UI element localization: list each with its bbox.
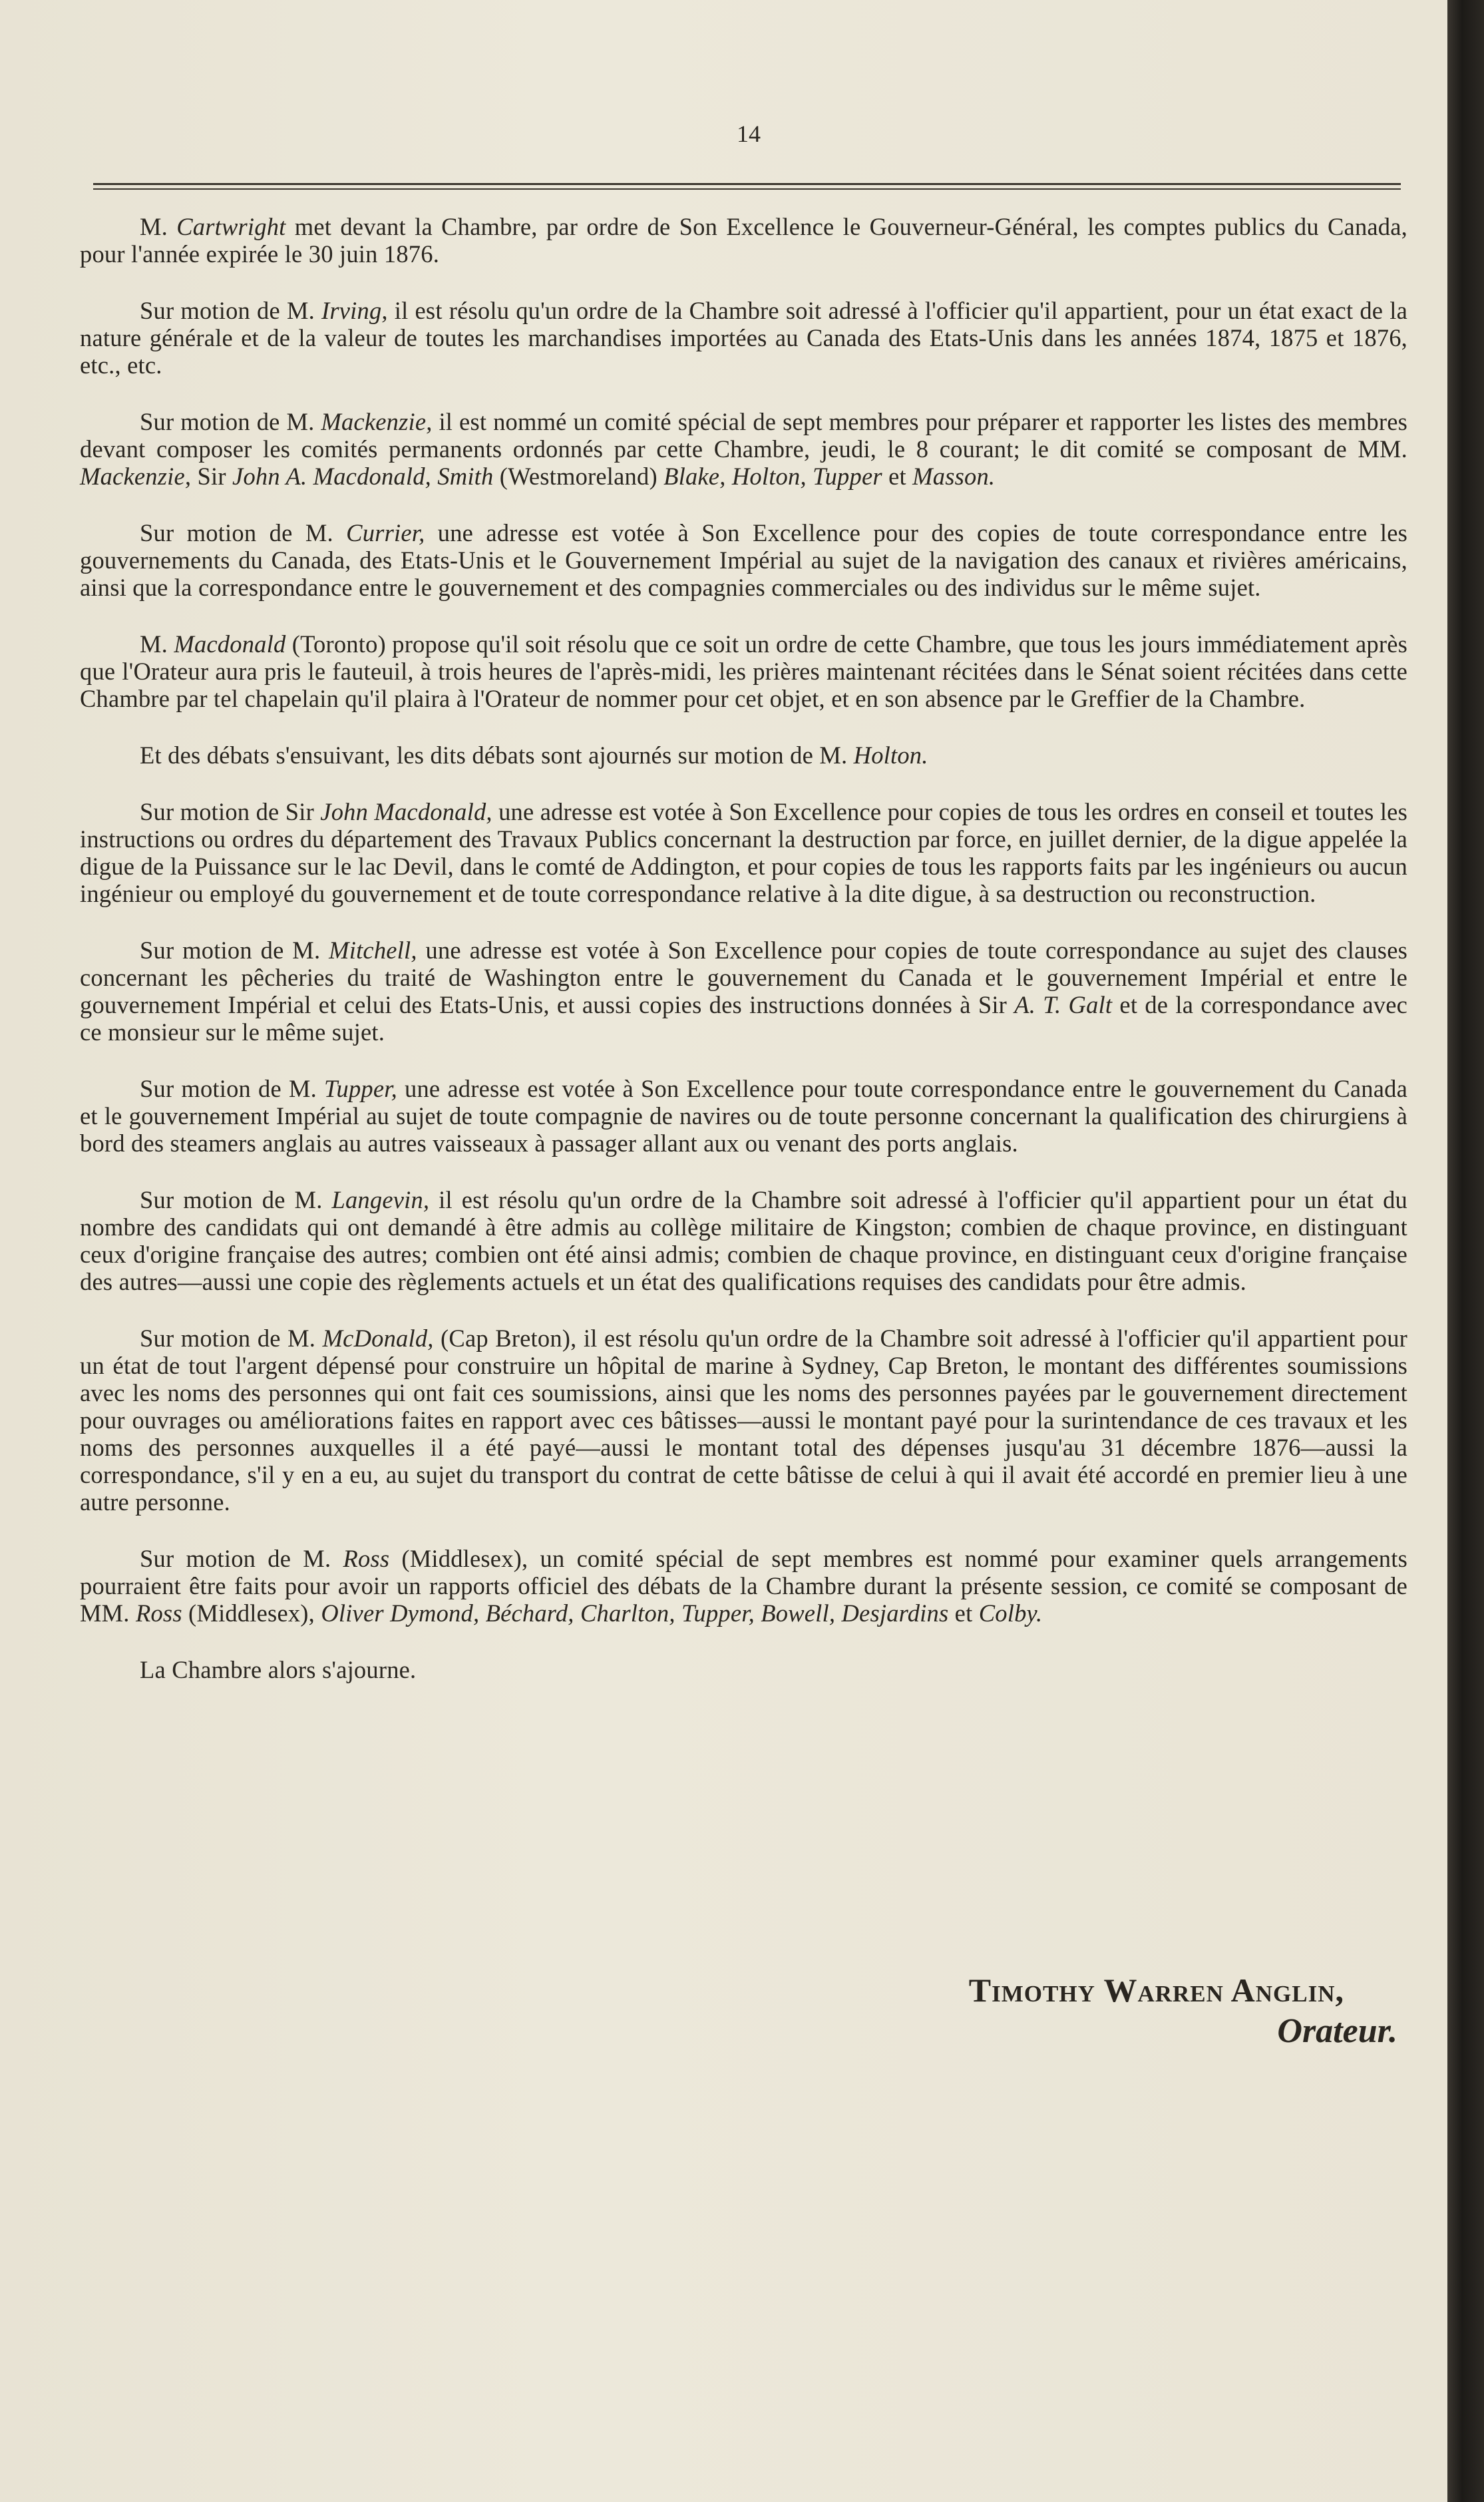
text-segment: Sur motion de M.	[140, 1075, 325, 1102]
page-number: 14	[737, 120, 761, 147]
text-segment: il est résolu qu'un ordre de la Chambre soit adressé à l'officier qu'il appartient pour un état du nombre des candidats qui ont demandé à être admis au collège militaire de Kingston; combien de chaque province, en distinguant ceux d'origine française des autres; combien ont été ainsi admis; combien de chaque province, en distinguant ceux d'origine française des autres—aussi une copie des règlements actuels et un état des qualifications requises des candidats pour être admis.	[80, 1186, 1407, 1295]
paragraph	[80, 798, 1407, 907]
text-segment: une adresse est votée à Son Excellence pour copies de tous les ordres en conseil et toutes les instructions ou ordres du département des Travaux Publics concernant la destruction par force, en juillet dernier, de la digue appelée la digue de la Puissance sur le lac Devil, dans le comté de Addington, et pour copies de tous les rapports faits par les ingénieurs ou aucun ingénieur ou employé du gouvernement et de toute correspondance relative à la dite digue, à sa destruction ou reconstruction.	[80, 798, 1407, 907]
text-segment: M.	[140, 630, 174, 658]
italic-name-segment: John Macdonald,	[320, 798, 492, 825]
italic-name-segment: Mitchell,	[329, 937, 417, 964]
paragraph	[80, 937, 1407, 1046]
paragraph	[80, 1325, 1407, 1516]
text-segment: Sur motion de M.	[140, 408, 321, 435]
paragraph	[80, 213, 1407, 268]
text-segment: Sur motion de M.	[140, 297, 321, 324]
paragraph	[80, 297, 1407, 379]
italic-name-segment: Oliver Dymond, Béchard, Charlton, Tupper, Bowell, Desjardins	[321, 1599, 949, 1627]
paragraph	[80, 408, 1407, 490]
italic-name-segment: Ross	[135, 1599, 182, 1627]
header-rule-secondary	[93, 188, 1401, 190]
text-segment: Sur motion de M.	[140, 1325, 323, 1352]
signature-block	[759, 1970, 1397, 2053]
text-segment: Sur motion de Sir	[140, 798, 321, 825]
text-segment: Sur motion de M.	[140, 1186, 332, 1213]
paragraph	[80, 741, 1407, 769]
book-binding-edge	[1447, 0, 1484, 2502]
text-segment: et de la correspondance avec ce monsieur sur le même sujet.	[80, 991, 1407, 1046]
signatory-name: Timothy Warren Anglin,	[968, 1972, 1344, 2009]
text-segment: et	[948, 1599, 979, 1627]
italic-name-segment: Currier,	[346, 519, 425, 546]
italic-name-segment: John A. Macdonald, Smith	[232, 463, 494, 490]
text-segment: une adresse est votée à Son Excellence pour toute correspondance entre le gouvernement du Canada et le gouvernement Impérial au sujet de toute compagnie de navires ou de toute personne concernant la qualification des chirurgiens à bord des steamers anglais au autres vaisseaux à passager allant aux ou venant des ports anglais.	[80, 1075, 1407, 1157]
paragraph	[80, 630, 1407, 712]
text-segment: une adresse est votée à Son Excellence pour copies de toute correspondance au sujet des clauses concernant les pêcheries du traité de Washington entre le gouvernement du Canada et le gouvernement Impérial et entre le gouvernement Impérial et celui des Etats-Unis, et aussi copies des instructions données à Sir	[80, 937, 1407, 1018]
text-segment: M.	[140, 213, 177, 240]
italic-name-segment: Ross	[343, 1545, 390, 1572]
italic-name-segment: Blake, Holton, Tupper	[663, 463, 882, 490]
italic-name-segment: A. T. Galt	[1014, 991, 1113, 1018]
paragraph	[80, 1545, 1407, 1627]
paragraph	[80, 1186, 1407, 1295]
paragraph	[80, 1656, 1407, 1683]
italic-name-segment: Holton.	[853, 741, 928, 769]
text-segment: met devant la Chambre, par ordre de Son Excellence le Gouverneur-Général, les comptes publics du Canada, pour l'année expirée le 30 juin 1876.	[80, 213, 1407, 268]
text-segment: il est résolu qu'un ordre de la Chambre soit adressé à l'officier qu'il appartient, pour un état exact de la nature générale et de la valeur de toutes les marchandises importées au Canada des Etats-Unis dans les années 1874, 1875 et 1876, etc., etc.	[80, 297, 1407, 379]
italic-name-segment: Mackenzie,	[80, 463, 192, 490]
italic-name-segment: Tupper,	[324, 1075, 397, 1102]
text-segment: (Toronto) propose qu'il soit résolu que ce soit un ordre de cette Chambre, que tous les jours immédiatement après que l'Orateur aura pris le fauteuil, à trois heures de l'après-midi, les prières maintenant récitées dans le Sénat soient récitées dans cette Chambre par tel chapelain qu'il plaira à l'Orateur de nommer pour cet objet, et en son absence par le Greffier de la Chambre.	[80, 630, 1407, 712]
text-segment: (Westmoreland)	[493, 463, 664, 490]
italic-name-segment: Masson.	[912, 463, 996, 490]
paragraph	[80, 519, 1407, 601]
text-segment: (Middlesex),	[182, 1599, 321, 1627]
text-segment: une adresse est votée à Son Excellence pour des copies de toute correspondance entre les gouvernements du Canada, des Etats-Unis et le Gouvernement Impérial au sujet de la navigation des canaux et rivières américains, ainsi que la correspondance entre le gouvernement et des compagnies commerciales ou des individus sur le même sujet.	[80, 519, 1407, 601]
header-rule	[93, 183, 1401, 185]
text-segment: (Cap Breton), il est résolu qu'un ordre de la Chambre soit adressé à l'officier qu'il appartient pour un état de tout l'argent dépensé pour construire un hôpital de marine à Sydney, Cap Breton, le montant des différentes soumissions avec les noms des personnes qui ont fait ces soumissions, ainsi que les noms des personnes payées par le gouvernement directement pour ouvrages ou améliorations faites en rapport avec ces bâtisses—aussi le montant payé pour la surintendance de ces travaux et les noms des personnes auxquelles il a été payé—aussi le montant total des dépenses jusqu'au 31 décembre 1876—aussi la correspondance, s'il y en a eu, au sujet du transport du contrat de cette bâtisse de celui à qui il avait été accordé en premier lieu à une autre personne.	[80, 1325, 1407, 1516]
text-segment: Et des débats s'ensuivant, les dits débats sont ajournés sur motion de M.	[140, 741, 854, 769]
document-body	[80, 213, 1407, 1713]
italic-name-segment: Langevin,	[331, 1186, 430, 1213]
italic-name-segment: Cartwright	[176, 213, 286, 240]
text-segment: Sur motion de M.	[140, 519, 347, 546]
italic-name-segment: Mackenzie,	[321, 408, 433, 435]
italic-name-segment: McDonald,	[322, 1325, 434, 1352]
text-segment: Sir	[191, 463, 233, 490]
text-segment: et	[882, 463, 913, 490]
text-segment: Sur motion de M.	[140, 1545, 343, 1572]
italic-name-segment: Macdonald	[174, 630, 286, 658]
text-segment: La Chambre alors s'ajourne.	[140, 1656, 417, 1683]
text-segment: il est nommé un comité spécial de sept membres pour préparer et rapporter les listes des membres devant composer les comités permanents ordonnés par cette Chambre, jeudi, le 8 courant; le dit comité se composant de MM.	[80, 408, 1408, 463]
text-segment: Sur motion de M.	[140, 937, 329, 964]
text-segment: (Middlesex), un comité spécial de sept membres est nommé pour examiner quels arrangements pourraient être faits pour avoir un rapports officiel des débats de la Chambre durant la présente session, ce comité se composant de MM.	[80, 1545, 1407, 1627]
italic-name-segment: Colby.	[978, 1599, 1043, 1627]
paragraph	[80, 1075, 1407, 1157]
italic-name-segment: Irving,	[321, 297, 388, 324]
signatory-title: Orateur.	[1277, 2012, 1397, 2050]
